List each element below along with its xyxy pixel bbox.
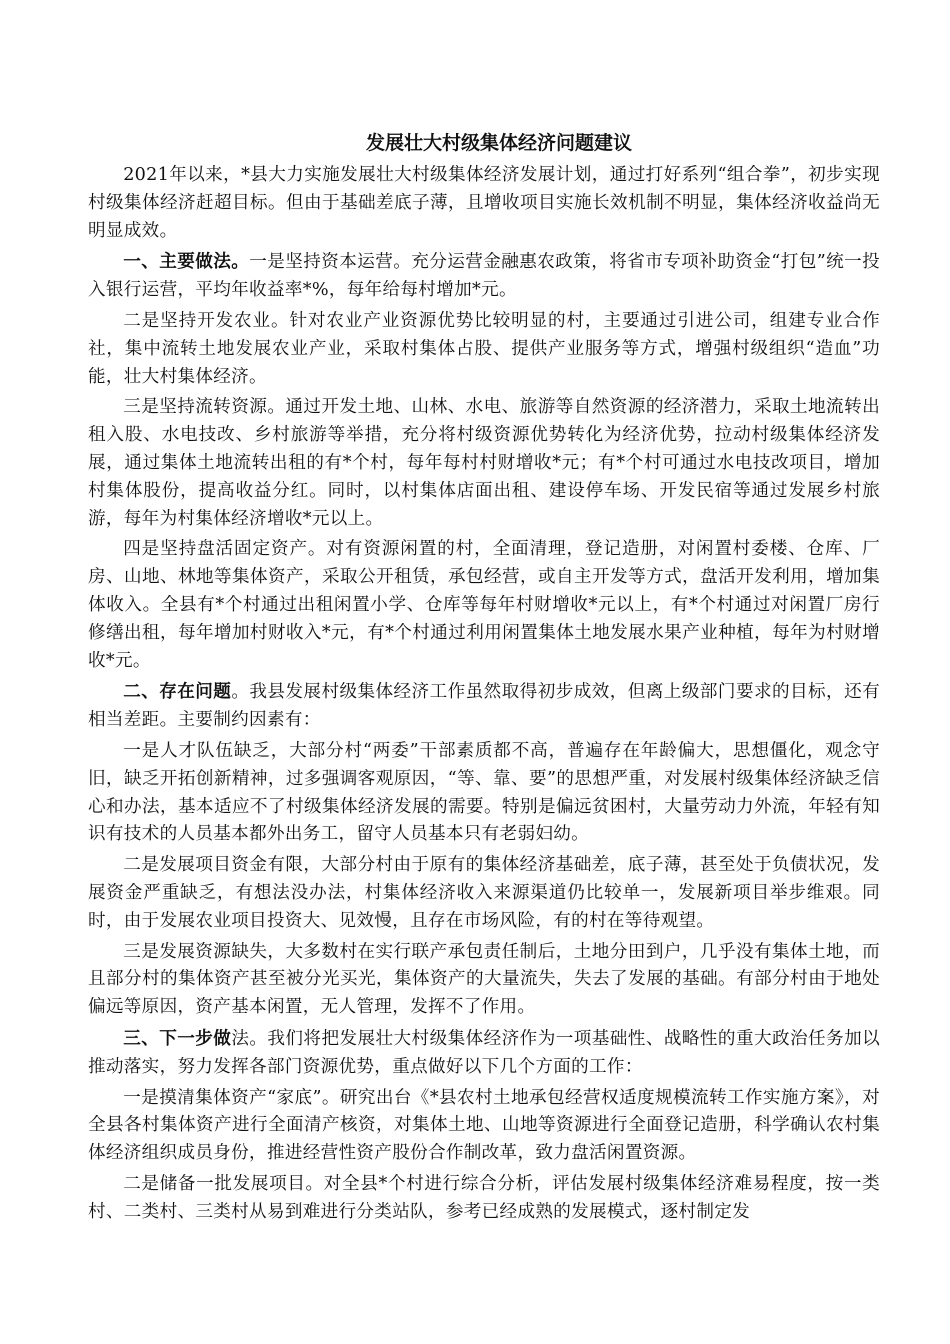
- paragraph-text: 一是摸清集体资产“家底”。研究出台《*县农村土地承包经营权适度规模流转工作实施方案》，对全县各村集体资产进行全面清产核资，对集体土地、山地等资源进行全面登记造册，科学确认农村集体经济组织成员身份，推进经营性资产股份合作制改革，致力盘活闲置资源。: [88, 1087, 880, 1164]
- paragraph: [88, 536, 880, 675]
- paragraph-text: 一是坚持资本运营。充分运营金融惠农政策，将省市专项补助资金“打包”统一投入银行运营，平均年收益率*%，每年给每村增加*元。: [88, 252, 881, 301]
- paragraph-text: 三是发展资源缺失，大多数村在实行联产承包责任制后，土地分田到户，几乎没有集体土地，而且部分村的集体资产甚至被分光买光，集体资产的大量流失，失去了发展的基础。有部分村由于地处偏远等原因，资产基本闲置，无人管理，发挥不了作用。: [88, 941, 880, 1018]
- document-body: [88, 162, 880, 1226]
- paragraph: [88, 162, 880, 245]
- paragraph: [88, 939, 880, 1022]
- paragraph: [88, 738, 880, 849]
- section-heading: 三、下一步做: [123, 1027, 232, 1049]
- paragraph-text: 二是发展项目资金有限，大部分村由于原有的集体经济基础差，底子薄，甚至处于负债状况，发展资金严重缺乏，有想法没办法，村集体经济收入来源渠道仍比较单一，发展新项目举步维艰。同时，由于发展农业项目投资大、见效慢，且存在市场风险，有的村在等待观望。: [88, 855, 880, 931]
- paragraph-text: 四是坚持盘活固定资产。对有资源闲置的村，全面清理，登记造册，对闲置村委楼、仓库、厂房、山地、林地等集体资产，采取公开租赁，承包经营，或自主开发等方式，盘活开发利用，增加集体收入。全县有*个村通过出租闲置小学、仓库等每年村财增收*元以上，有*个村通过对闲置厂房行修缮出租，每年增加村财收入*元，有*个村通过利用闲置集体土地发展水果产业种植，每年为村财增收*元。: [88, 539, 880, 671]
- paragraph: [88, 394, 880, 533]
- paragraph-text: 二是储备一批发展项目。对全县*个村进行综合分析，评估发展村级集体经济难易程度，按一类村、二类村、三类村从易到难进行分类站队，参考已经成熟的发展模式，逐村制定发: [88, 1173, 880, 1222]
- paragraph-text: 三是坚持流转资源。通过开发土地、山林、水电、旅游等自然资源的经济潜力，采取土地流转出租入股、水电技改、乡村旅游等举措，充分将村级资源优势转化为经济优势，拉动村级集体经济发展，通过集体土地流转出租的有*个村，每年每村村财增收*元；有*个村可通过水电技改项目，增加村集体股份，提高收益分红。同时，以村集体店面出租、建设停车场、开发民宿等通过发展乡村旅游，每年为村集体经济增收*元以上。: [88, 397, 880, 529]
- paragraph: [88, 1025, 880, 1082]
- paragraph-text: 。我县发展村级集体经济工作虽然取得初步成效，但离上级部门要求的目标，还有相当差距。主要制约因素有：: [88, 682, 880, 731]
- paragraph: [88, 1171, 880, 1227]
- paragraph-text: 2021年以来，*县大力实施发展壮大村级集体经济发展计划，通过打好系列“组合拳”，初步实现村级集体经济赶超目标。但由于基础差底子薄，且增收项目实施长效机制不明显，集体经济收益尚无明显成效。: [88, 165, 880, 241]
- paragraph: [88, 678, 880, 735]
- paragraph-text: 二是坚持开发农业。针对农业产业资源优势比较明显的村，主要通过引进公司，组建专业合作社，集中流转土地发展农业产业，采取村集体占股、提供产业服务等方式，增强村级组织“造血”功能，壮大村集体经济。: [88, 310, 880, 387]
- section-heading: 二、存在问题: [123, 681, 232, 703]
- paragraph: [88, 1085, 880, 1168]
- document-title: 发展壮大村级集体经济问题建议: [365, 132, 632, 154]
- paragraph: [88, 852, 880, 935]
- paragraph: [88, 248, 880, 305]
- section-heading: 一、主要做法。: [123, 251, 250, 273]
- paragraph: [88, 308, 880, 391]
- paragraph-text: 法。我们将把发展壮大村级集体经济作为一项基础性、战略性的重大政治任务加以推动落实，努力发挥各部门资源优势，重点做好以下几个方面的工作：: [88, 1028, 880, 1077]
- paragraph-text: 一是人才队伍缺乏，大部分村“两委”干部素质都不高，普遍存在年龄偏大，思想僵化，观念守旧，缺乏开拓创新精神，过多强调客观原因，“等、靠、要”的思想严重，对发展村级集体经济缺乏信心和办法，基本适应不了村级集体经济发展的需要。特别是偏远贫困村，大量劳动力外流，年轻有知识有技术的人员基本都外出务工，留守人员基本只有老弱妇幼。: [88, 740, 880, 845]
